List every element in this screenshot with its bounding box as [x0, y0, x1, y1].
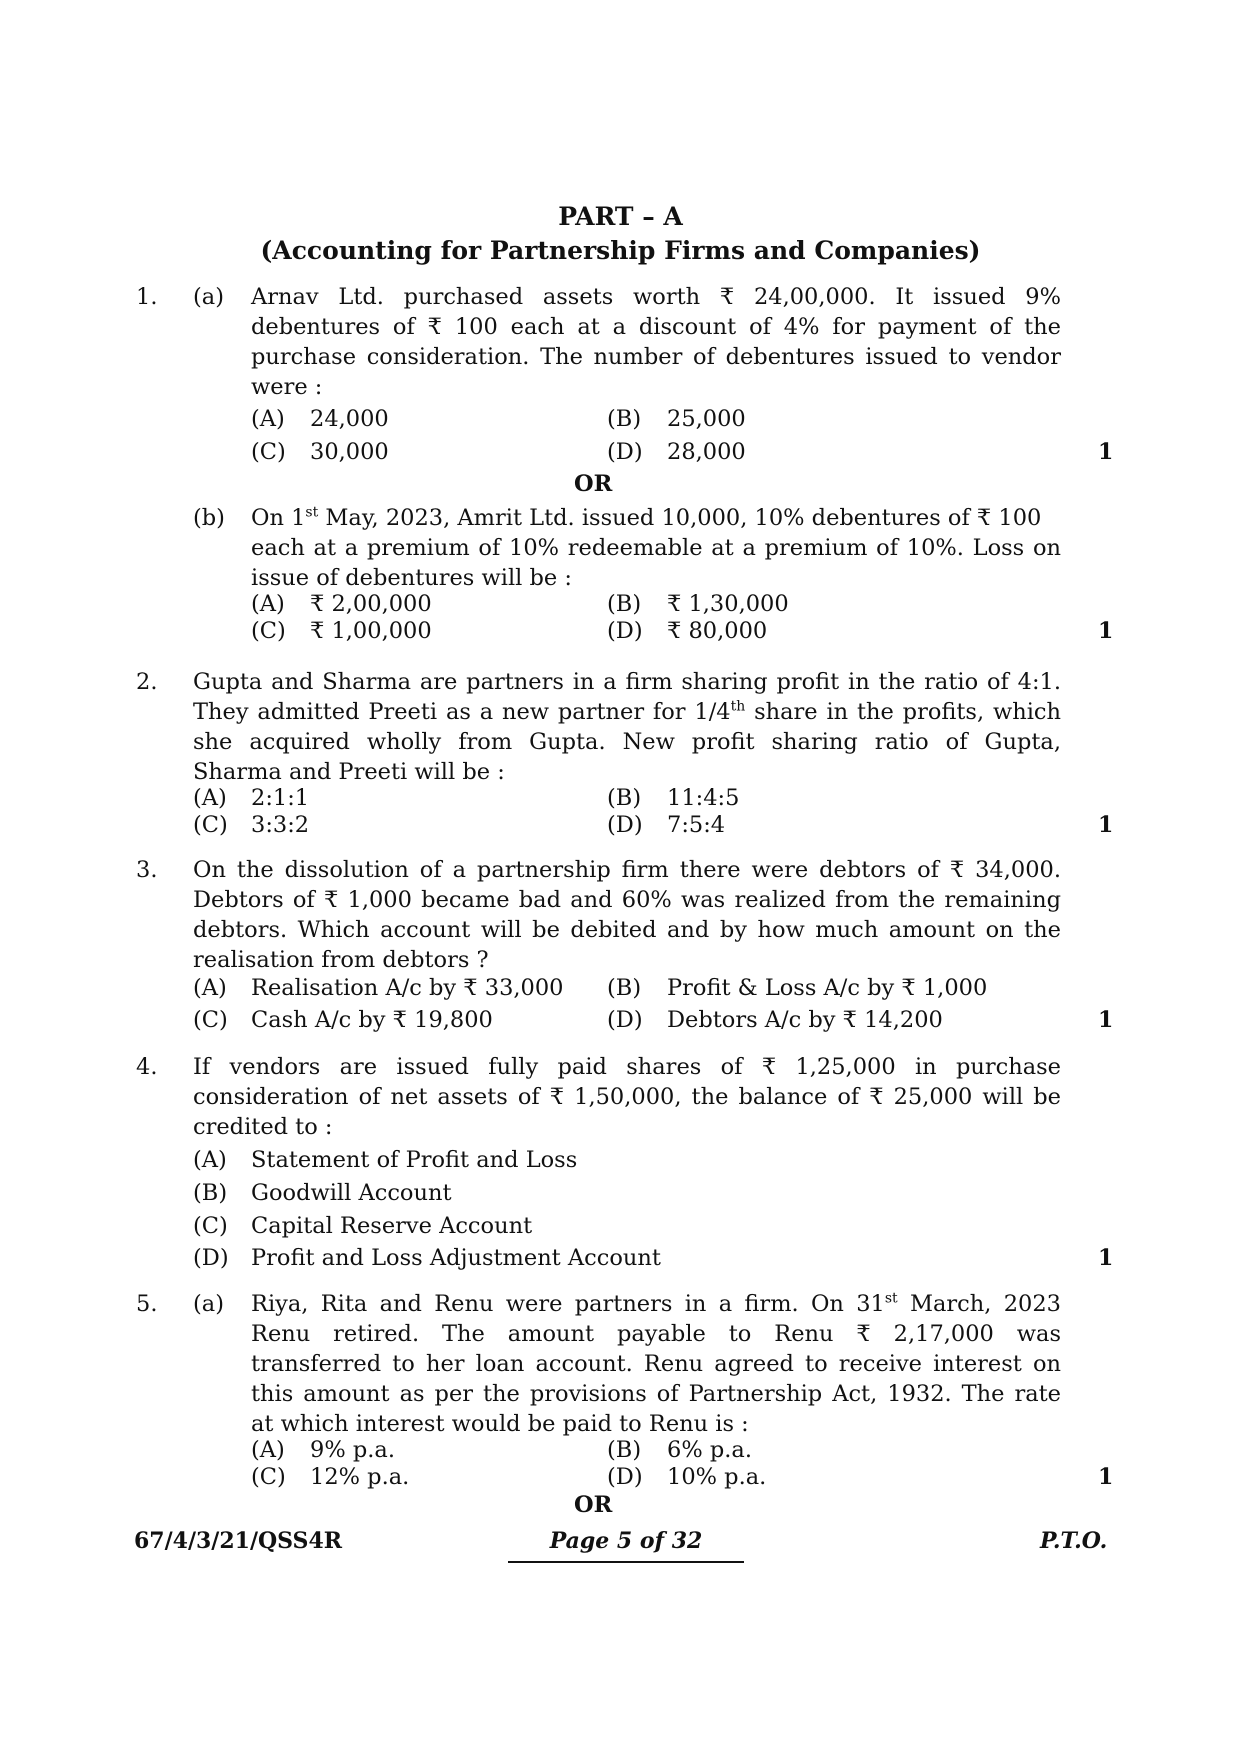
option-label: (A): [193, 975, 227, 1001]
option-text: Goodwill Account: [251, 1180, 452, 1206]
part-subtitle: (Accounting for Partnership Firms and Companies): [260, 236, 981, 265]
option-label: (A): [251, 591, 285, 617]
option-label: (C): [193, 1213, 228, 1239]
question-line: On 1st May, 2023, Amrit Ltd. issued 10,000, 10% debentures of ₹ 100: [251, 504, 1042, 531]
option-text: ₹ 80,000: [667, 618, 768, 644]
option-text: 25,000: [667, 406, 746, 432]
marks: 1: [1098, 812, 1114, 838]
question-number: 4.: [136, 1054, 158, 1080]
option-label: (C): [193, 1007, 228, 1033]
option-label: (A): [251, 1437, 285, 1463]
question-sub-label: (a): [193, 1291, 224, 1317]
option-label: (A): [193, 785, 227, 811]
question-line: Arnav Ltd. purchased assets worth ₹ 24,00,000. It issued 9%: [251, 284, 1061, 310]
question-line: this amount as per the provisions of Partnership Act, 1932. The rate: [251, 1381, 1061, 1407]
question-line: debentures of ₹ 100 each at a discount of 4% for payment of the: [251, 314, 1061, 340]
question-line: realisation from debtors ?: [193, 947, 489, 973]
question-line: Renu retired. The amount payable to Renu ₹ 2,17,000 was: [251, 1321, 1061, 1347]
page-number: Page 5 of 32: [549, 1528, 703, 1554]
option-label: (D): [607, 439, 643, 465]
question-line: credited to :: [193, 1114, 333, 1140]
question-number: 3.: [136, 857, 158, 883]
question-number: 1.: [136, 284, 158, 310]
marks: 1: [1098, 1245, 1114, 1271]
option-label: (C): [251, 439, 286, 465]
option-text: ₹ 1,00,000: [310, 618, 432, 644]
option-label: (B): [607, 975, 642, 1001]
part-title: PART – A: [558, 202, 683, 231]
question-line: They admitted Preeti as a new partner for 1/4th share in the profits, which: [193, 698, 1062, 725]
option-label: (D): [607, 1007, 643, 1033]
option-text: Profit and Loss Adjustment Account: [251, 1245, 661, 1271]
option-label: (D): [607, 618, 643, 644]
option-text: Profit & Loss A/c by ₹ 1,000: [667, 975, 988, 1001]
option-text: Realisation A/c by ₹ 33,000: [251, 975, 564, 1001]
option-label: (D): [193, 1245, 229, 1271]
option-text: 11:4:5: [667, 785, 740, 811]
option-text: 6% p.a.: [667, 1437, 752, 1463]
question-number: 5.: [136, 1291, 158, 1317]
option-text: 3:3:2: [251, 812, 310, 838]
option-label: (C): [193, 812, 228, 838]
question-line: If vendors are issued fully paid shares of ₹ 1,25,000 in purchase: [193, 1054, 1061, 1080]
question-line: issue of debentures will be :: [251, 565, 572, 591]
question-line: Gupta and Sharma are partners in a firm sharing profit in the ratio of 4:1.: [193, 669, 1061, 695]
question-line: were :: [251, 374, 323, 400]
option-text: ₹ 2,00,000: [310, 591, 432, 617]
question-line: Sharma and Preeti will be :: [193, 759, 505, 785]
option-label: (B): [607, 785, 642, 811]
option-label: (D): [607, 1464, 643, 1490]
option-text: 9% p.a.: [310, 1437, 395, 1463]
page-number-underline: [508, 1561, 744, 1563]
option-text: 7:5:4: [667, 812, 726, 838]
option-text: Capital Reserve Account: [251, 1213, 533, 1239]
question-line: transferred to her loan account. Renu agreed to receive interest on: [251, 1351, 1061, 1377]
option-text: 12% p.a.: [310, 1464, 410, 1490]
question-line: debtors. Which account will be debited and by how much amount on the: [193, 917, 1061, 943]
question-line: On the dissolution of a partnership firm there were debtors of ₹ 34,000.: [193, 857, 1061, 883]
option-text: ₹ 1,30,000: [667, 591, 789, 617]
option-text: 28,000: [667, 439, 746, 465]
option-label: (A): [193, 1147, 227, 1173]
marks: 1: [1098, 1007, 1114, 1033]
marks: 1: [1098, 439, 1114, 465]
option-text: 2:1:1: [251, 785, 310, 811]
question-line: at which interest would be paid to Renu is :: [251, 1411, 749, 1437]
or-divider: OR: [574, 1492, 613, 1518]
option-text: Debtors A/c by ₹ 14,200: [667, 1007, 943, 1033]
question-number: 2.: [136, 669, 158, 695]
option-text: 30,000: [310, 439, 389, 465]
question-line: Debtors of ₹ 1,000 became bad and 60% was realized from the remaining: [193, 887, 1061, 913]
or-divider: OR: [574, 471, 613, 497]
question-line: Riya, Rita and Renu were partners in a firm. On 31st March, 2023: [251, 1290, 1061, 1317]
option-label: (B): [607, 591, 642, 617]
option-label: (D): [607, 812, 643, 838]
option-label: (C): [251, 1464, 286, 1490]
question-line: purchase consideration. The number of debentures issued to vendor: [251, 344, 1061, 370]
option-label: (B): [607, 1437, 642, 1463]
question-line: consideration of net assets of ₹ 1,50,000, the balance of ₹ 25,000 will be: [193, 1084, 1061, 1110]
marks: 1: [1098, 618, 1114, 644]
question-line: [251, 503, 1061, 533]
option-label: (B): [193, 1180, 228, 1206]
option-text: 24,000: [310, 406, 389, 432]
question-sub-label: (a): [193, 284, 224, 310]
option-text: Cash A/c by ₹ 19,800: [251, 1007, 493, 1033]
option-text: Statement of Profit and Loss: [251, 1147, 578, 1173]
question-sub-label: (b): [193, 505, 225, 531]
paper-code: 67/4/3/21/QSS4R: [134, 1528, 343, 1554]
pto-label: P.T.O.: [1040, 1528, 1108, 1554]
option-label: (A): [251, 406, 285, 432]
option-label: (C): [251, 618, 286, 644]
marks: 1: [1098, 1464, 1114, 1490]
question-line: she acquired wholly from Gupta. New profit sharing ratio of Gupta,: [193, 729, 1061, 755]
option-text: 10% p.a.: [667, 1464, 767, 1490]
option-label: (B): [607, 406, 642, 432]
question-line: each at a premium of 10% redeemable at a premium of 10%. Loss on: [251, 535, 1061, 561]
